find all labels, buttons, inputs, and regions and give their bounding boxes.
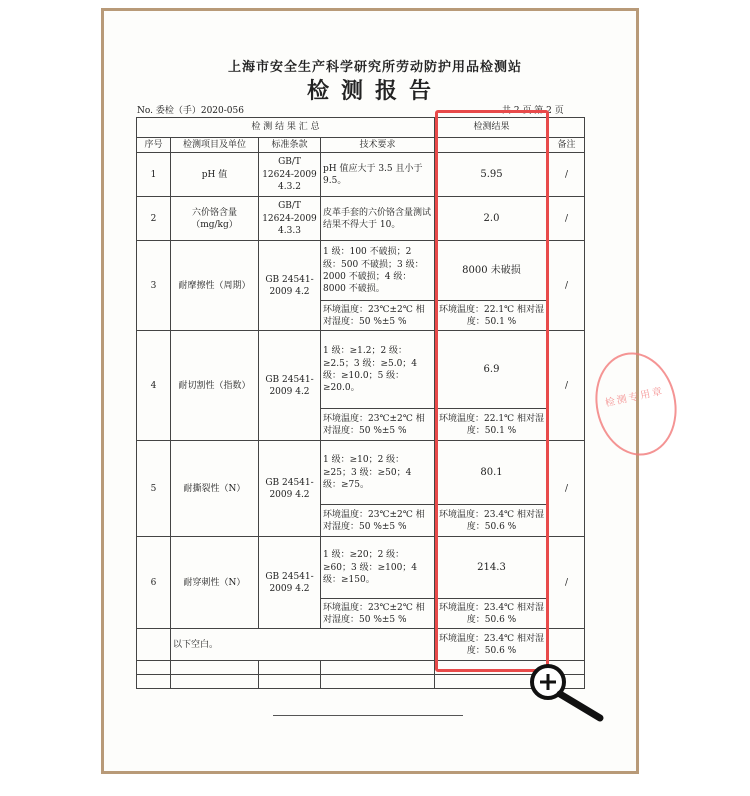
results-table: 检 测 结 果 汇 总 检测结果 序号 检测项目及单位 标准条款 技术要求 备注 1 pH 值 GB/T 12624-2009 4.3.2 pH 值应大于 3.5 且小于 9.5。 5.95 / 2 六价铬含量（mg/kg） GB/T 12624-2009 4.3.3 皮革手套的六价铬含量测试结果不得大于 10。 2.0 / 3 耐摩擦性（周期） GB 24541-2009 4.2 1 级：100 不破损；2 级：500 不破损；3 级：2000 不破损；4 级：8000 不破损。 8000 未破损 / 环境温度：23℃±2℃ 相对湿度：50 %±5 % 环境温度：22.1℃ 相对湿度：50.1 % 4 耐切割性（指数） GB 24541-2009 4.2 1 级：≥1.2；2 级：≥2.5；3 级：≥5.0；4 级：≥10.0；5 级：≥20.0。 6.9 / 环境温度：23℃±2℃ 相对湿度：50 %±5 % 环境温度：22.1℃ 相对湿度：50.1 % 5 耐撕裂性（N） GB 24541-2009 4.2 1 级：≥10；2 级：≥25；3 级：≥50；4 级：≥75。 80.1 / 环境温度：23℃±2℃ 相对湿度：50 %±5 % 环境温度：23.4℃ 相对湿度：50.6 % 6 耐穿刺性（N） GB 24541-2009 4.2 1 级：≥20；2 级：≥60；3 级：≥100；4 级：≥150。 214.3 / 环境温度：23℃±2℃ 相对湿度：50 %±5 % 环境温度：23.4℃ 相对湿度：50.6 % 以下空白。 环境温度：23.4℃ 相对湿度：50.6 % — [136, 117, 585, 689]
organization-name: 上海市安全生产科学研究所劳动防护用品检测站 — [227, 60, 522, 75]
result-value: 2.0 — [435, 197, 549, 241]
table-row: 6 耐穿刺性（N） GB 24541-2009 4.2 1 级：≥20；2 级：≥60；3 级：≥100；4 级：≥150。 214.3 / — [137, 537, 585, 599]
result-header: 检测结果 — [435, 118, 549, 138]
blank-note: 以下空白。 — [171, 629, 435, 661]
header-remark: 备注 — [549, 138, 585, 153]
section-title: 检 测 结 果 汇 总 — [137, 118, 435, 138]
result-value: 80.1 — [435, 441, 549, 505]
page-info: 共 2 页 第 2 页 — [502, 106, 564, 116]
result-value: 214.3 — [435, 537, 549, 599]
result-env: 环境温度：23.4℃ 相对湿度：50.6 % — [435, 505, 549, 537]
header-item: 检测项目及单位 — [171, 138, 259, 153]
report-number: No. 委检（手）2020-056 — [137, 106, 244, 116]
table-row: 1 pH 值 GB/T 12624-2009 4.3.2 pH 值应大于 3.5 且小于 9.5。 5.95 / — [137, 153, 585, 197]
result-env: 环境温度：22.1℃ 相对湿度：50.1 % — [435, 409, 549, 441]
table-row: 3 耐摩擦性（周期） GB 24541-2009 4.2 1 级：100 不破损；2 级：500 不破损；3 级：2000 不破损；4 级：8000 不破损。 8000 未破损 / — [137, 241, 585, 301]
result-value: 6.9 — [435, 331, 549, 409]
signature-line — [273, 715, 463, 716]
header-std: 标准条款 — [259, 138, 321, 153]
table-row: 4 耐切割性（指数） GB 24541-2009 4.2 1 级：≥1.2；2 级：≥2.5；3 级：≥5.0；4 级：≥10.0；5 级：≥20.0。 6.9 / — [137, 331, 585, 409]
header-req: 技术要求 — [321, 138, 435, 153]
table-row: 2 六价铬含量（mg/kg） GB/T 12624-2009 4.3.3 皮革手套的六价铬含量测试结果不得大于 10。 2.0 / — [137, 197, 585, 241]
zoom-in-icon[interactable] — [528, 662, 608, 724]
stamp-text: 检测专用章 — [604, 386, 666, 410]
result-env: 环境温度：23.4℃ 相对湿度：50.6 % — [435, 629, 549, 661]
result-env: 环境温度：22.1℃ 相对湿度：50.1 % — [435, 301, 549, 331]
result-env: 环境温度：23.4℃ 相对湿度：50.6 % — [435, 599, 549, 629]
result-value: 5.95 — [435, 153, 549, 197]
result-value: 8000 未破损 — [435, 241, 549, 301]
document-title: 检测报告 — [306, 78, 443, 104]
table-row: 5 耐撕裂性（N） GB 24541-2009 4.2 1 级：≥10；2 级：≥25；3 级：≥50；4 级：≥75。 80.1 / — [137, 441, 585, 505]
header-no: 序号 — [137, 138, 171, 153]
